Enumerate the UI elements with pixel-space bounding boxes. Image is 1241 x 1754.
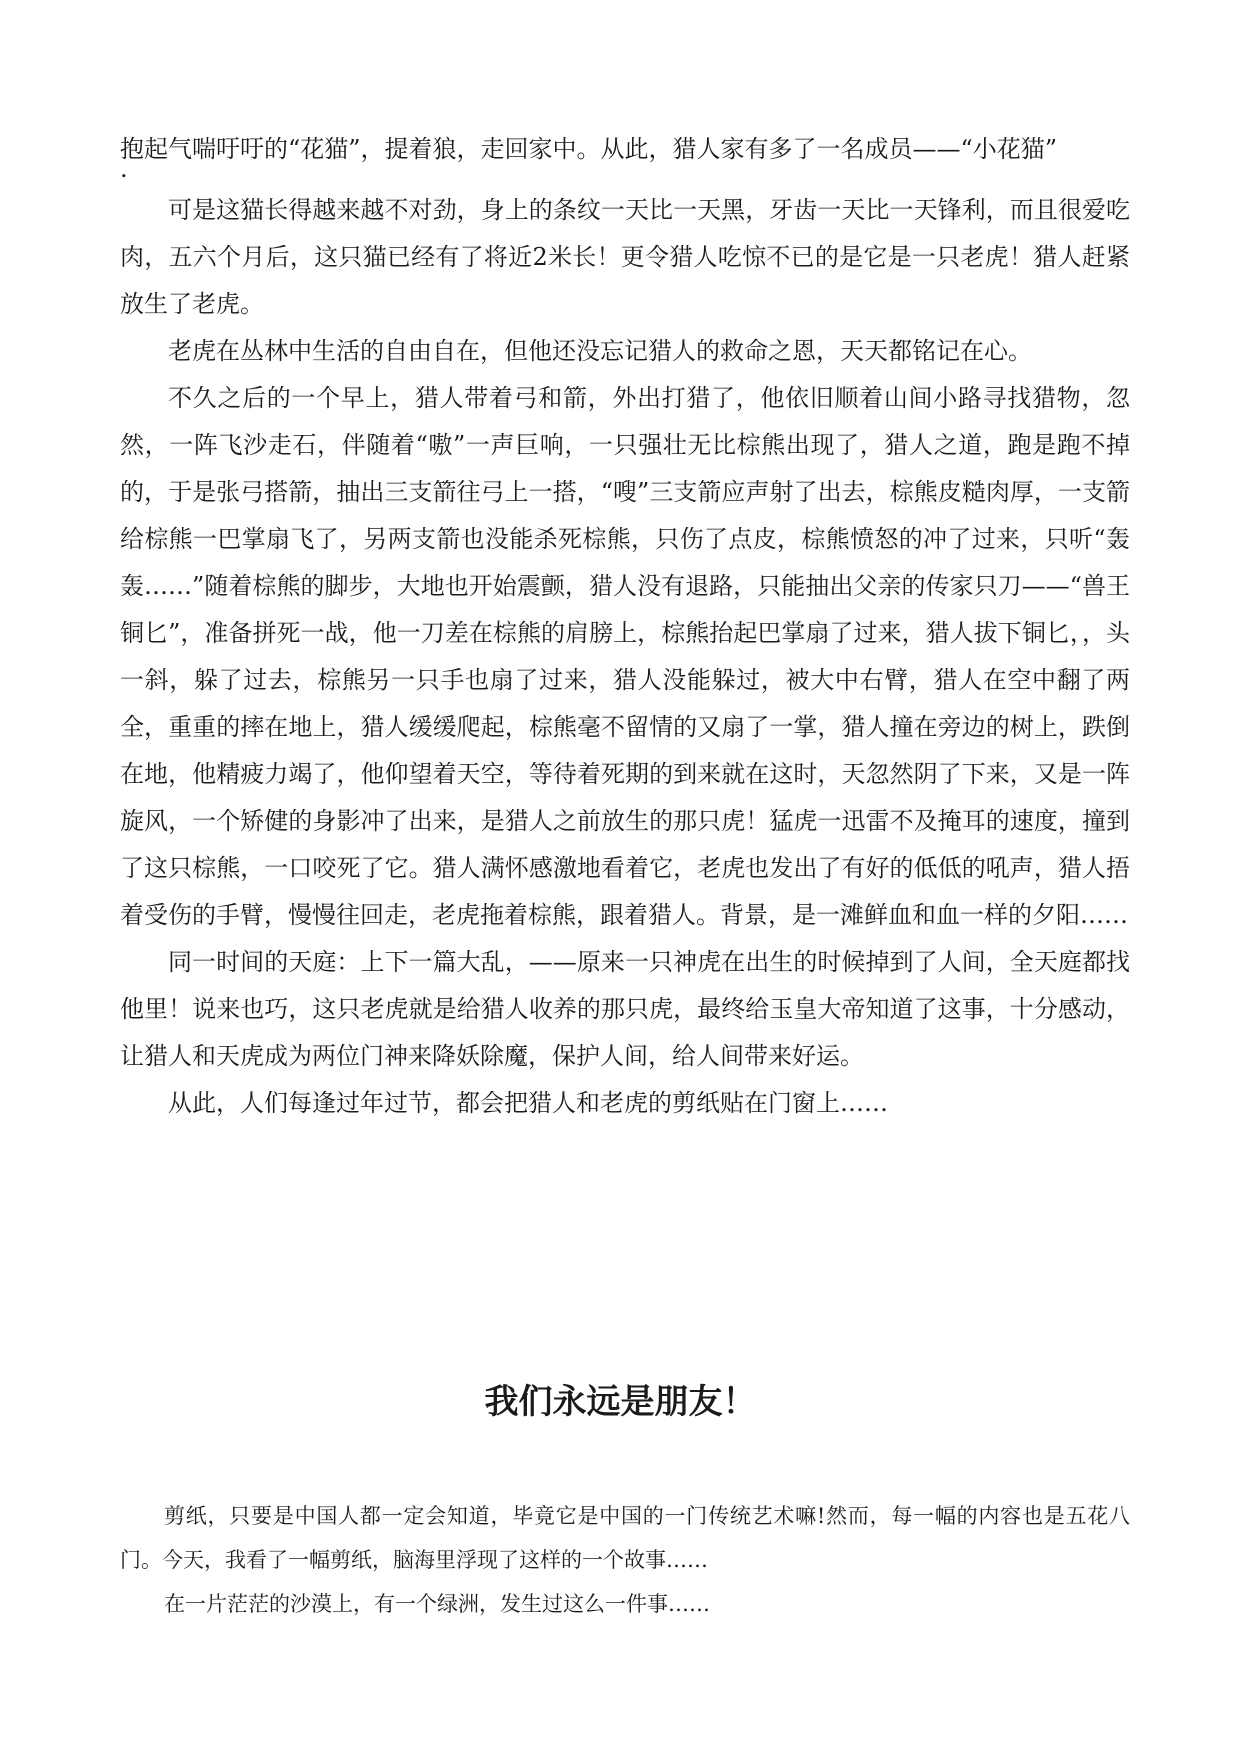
paragraph: 在一片茫茫的沙漠上，有一个绿洲，发生过这么一件事…… [164, 1592, 710, 1616]
story-two-body [120, 1494, 1130, 1626]
paragraph: 同一时间的天庭：上下一篇大乱，——原来一只神虎在出生的时候掉到了人间，全天庭都找他里！说来也巧，这只老虎就是给猎人收养的那只虎，最终给玉皇大帝知道了这事，十分感动，让猎人和天虎成为两位门神来降妖除魔，保护人间，给人间带来好运。 [120, 948, 1130, 1070]
paragraph: . [120, 155, 128, 183]
story-one-body [120, 126, 1130, 1127]
paragraph: 剪纸，只要是中国人都一定会知道，毕竟它是中国的一门传统艺术嘛!然而，每一幅的内容也是五花八门。今天，我看了一幅剪纸，脑海里浮现了这样的一个故事…… [120, 1504, 1130, 1572]
paragraph: 老虎在丛林中生活的自由自在，但他还没忘记猎人的救命之恩，天天都铭记在心。 [168, 337, 1032, 365]
paragraph: 不久之后的一个早上，猎人带着弓和箭，外出打猎了，他依旧顺着山间小路寻找猎物，忽然，一阵飞沙走石，伴随着“嗷”一声巨响，一只强壮无比棕熊出现了，猎人之道，跑是跑不掉的，于是张弓搭箭，抽出三支箭往弓上一搭，“嗖”三支箭应声射了出去，棕熊皮糙肉厚，一支箭给棕熊一巴掌扇飞了，另两支箭也没能杀死棕熊，只伤了点皮，棕熊愤怒的冲了过来，只听“轰轰……”随着棕熊的脚步，大地也开始震颤，猎人没有退路，只能抽出父亲的传家只刀——“兽王铜匕”，准备拼死一战，他一刀差在棕熊的肩膀上，棕熊抬起巴掌扇了过来，猎人拔下铜匕，，头一斜，躲了过去，棕熊另一只手也扇了过来，猎人没能躲过，被大中右臂，猎人在空中翻了两全，重重的摔在地上，猎人缓缓爬起，棕熊毫不留情的又扇了一掌，猎人撞在旁边的树上，跌倒在地，他精疲力竭了，他仰望着天空，等待着死期的到来就在这时，天忽然阴了下来，又是一阵旋风，一个矫健的身影冲了出来，是猎人之前放生的那只虎！猛虎一迅雷不及掩耳的速度，撞到了这只棕熊，一口咬死了它。猎人满怀感激地看着它，老虎也发出了有好的低低的吼声，猎人捂着受伤的手臂，慢慢往回走，老虎拖着棕熊，跟着猎人。背景，是一滩鲜血和血一样的夕阳…… [120, 384, 1130, 929]
story-two-title: 我们永远是朋友！ [484, 1382, 757, 1422]
paragraph: 抱起气喘吁吁的“花猫”，提着狼，走回家中。从此，猎人家有多了一名成员——“小花猫” [120, 135, 1058, 163]
paragraph: 从此，人们每逢过年过节，都会把猎人和老虎的剪纸贴在门窗上…… [168, 1089, 888, 1117]
paragraph: 可是这猫长得越来越不对劲，身上的条纹一天比一天黑，牙齿一天比一天锋利，而且很爱吃肉，五六个月后，这只猫已经有了将近2米长！更令猎人吃惊不已的是它是一只老虎！猎人赶紧放生了老虎。 [120, 196, 1130, 318]
